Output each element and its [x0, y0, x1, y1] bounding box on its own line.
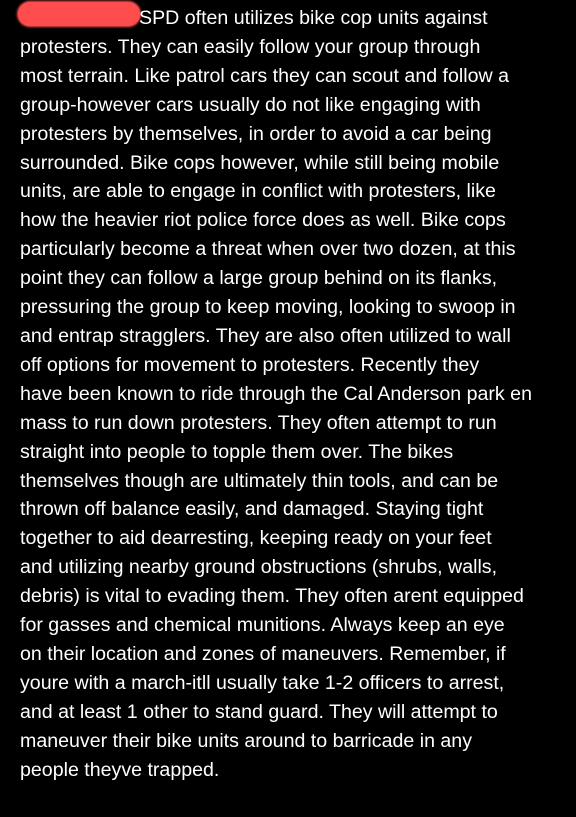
- post-line: together to aid dearresting, keeping ready on your feet: [20, 527, 492, 550]
- post-line: themselves though are ultimately thin tools, and can be: [20, 469, 499, 492]
- post-line: and entrap stragglers. They are also often utilized to wall: [20, 324, 511, 347]
- post-line: off options for movement to protesters. Recently they: [20, 353, 480, 376]
- post-line: particularly become a threat when over two dozen, at this: [20, 238, 516, 261]
- post-line: surrounded. Bike cops however, while still being mobile: [20, 151, 500, 174]
- post-line: protesters. They can easily follow your group through: [20, 35, 481, 58]
- post-line: pressuring the group to keep moving, looking to swoop in: [20, 296, 516, 319]
- post-line: thrown off balance easily, and damaged. Staying tight: [20, 498, 484, 521]
- post-line: mass to run down protesters. They often attempt to run: [20, 411, 497, 434]
- post-line: youre with a march-itll usually take 1-2 officers to arrest,: [20, 671, 505, 694]
- post-line: group-however cars usually do not like engaging with: [20, 93, 481, 116]
- post-line: debris) is vital to evading them. They often arent equipped: [20, 585, 524, 608]
- post-body: [20, 4, 568, 784]
- post-line: most terrain. Like patrol cars they can scout and follow a: [20, 64, 509, 87]
- post-line: how the heavier riot police force does as well. Bike cops: [20, 209, 506, 232]
- post-line: people theyve trapped.: [20, 758, 220, 781]
- post-line: SPD often utilizes bike cop units against: [139, 7, 488, 29]
- post-line: on their location and zones of maneuvers. Remember, if: [20, 642, 506, 665]
- post-line: protesters by themselves, in order to avoid a car being: [20, 122, 492, 145]
- post-line: maneuver their bike units around to barricade in any: [20, 729, 473, 752]
- post-line: point they can follow a large group behind on its flanks,: [20, 267, 498, 290]
- post-line: for gasses and chemical munitions. Always keep an eye: [20, 614, 505, 637]
- post-line: and at least 1 other to stand guard. They will attempt to: [20, 700, 498, 723]
- post-line: have been known to ride through the Cal Anderson park en: [20, 382, 532, 405]
- post-line: straight into people to topple them over. The bikes: [20, 440, 454, 463]
- post-line: units, are able to engage in conflict with protesters, like: [20, 180, 496, 203]
- post-line: and utilizing nearby ground obstructions (shrubs, walls,: [20, 556, 498, 579]
